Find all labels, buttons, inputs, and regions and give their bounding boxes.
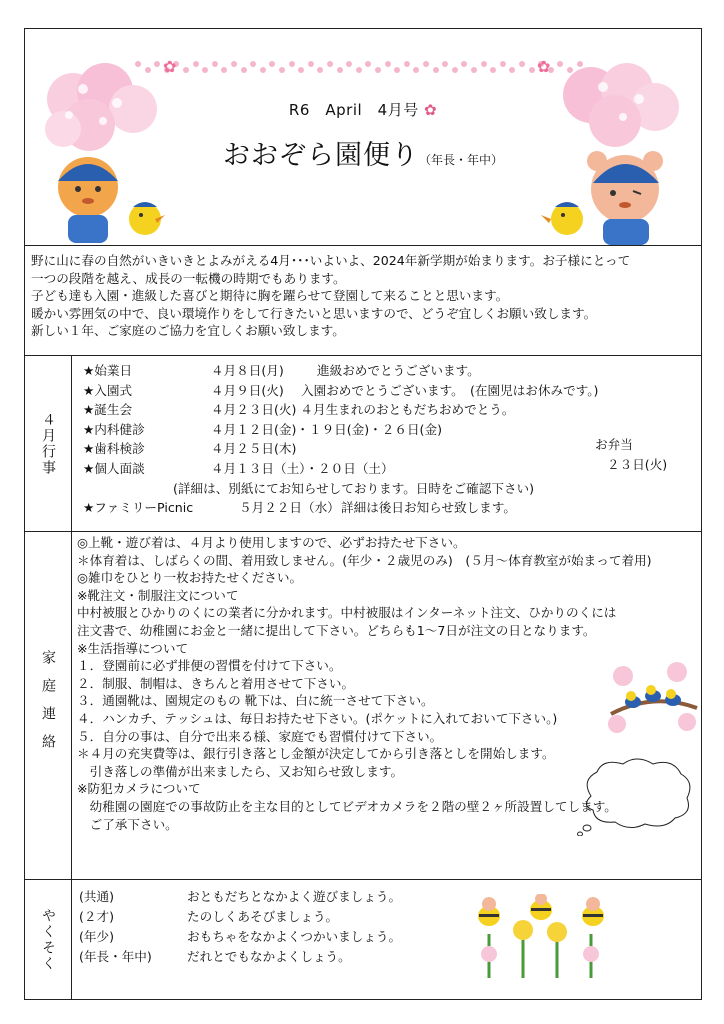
border-dot	[481, 61, 487, 67]
border-dot	[365, 61, 371, 67]
promise-group: (２才)	[79, 909, 115, 924]
border-dot	[461, 61, 467, 67]
home-contact-line: ※靴注文・制服注文について	[77, 587, 239, 603]
border-dot	[423, 61, 429, 67]
promise-text: たのしくあそびましょう。	[187, 909, 339, 924]
event-date: ４月２３日(火) ４月生まれのおともだちおめでとう。	[211, 402, 515, 418]
border-dot	[509, 67, 515, 73]
event-date: ４月８日(月)	[211, 363, 284, 378]
event-date: ４月９日(火)	[211, 382, 284, 398]
event-name: ★個人面談	[83, 461, 145, 476]
event-date: ４月１３日（土）・２０日（土）	[211, 461, 394, 476]
intro-line: 子ども達も入園・進級した喜びと期待に胸を躍らせて登園して来ることと思います。	[31, 288, 509, 304]
home-contact-line: ＊４月の充実費等は、銀行引き落とし金額が決定してから引き落としを開始します。	[77, 746, 555, 762]
intro-line: 新しい１年、ご家庭のご協力を宜しくお願い致します。	[31, 323, 345, 339]
events-label: ４月行事	[40, 411, 56, 476]
event-name: ★入園式	[83, 382, 133, 398]
picnic-name: ★ファミリーPicnic	[83, 500, 194, 516]
border-dot	[260, 67, 266, 73]
border-dot	[327, 61, 333, 67]
promise-text: おもちゃをなかよくつかいましょう。	[187, 929, 402, 944]
home-contact-line: 中村被服とひかりのくにの業者に分かれます。中村被服はインターネット注文、ひかりのくには	[77, 605, 617, 621]
border-dot	[346, 61, 352, 67]
home-contact-line: １．登園前に必ず排便の習慣を付けて下さい。	[77, 658, 342, 674]
event-name: ★誕生会	[83, 402, 133, 418]
title-text: おおぞら園便り	[222, 140, 419, 171]
border-dot	[193, 61, 199, 67]
title-subtitle: （年長・年中）	[418, 153, 503, 167]
border-dot	[183, 67, 189, 73]
border-dot	[394, 67, 400, 73]
event-note: 進級おめでとうございます。	[317, 363, 480, 378]
home-contact-line: ※生活指導について	[77, 640, 189, 656]
home-contact-line: ＊体育着は、しばらくの間、着用致しません。(年少・２歳児のみ) (５月～体育教室が始まって着用)	[77, 552, 652, 568]
dotted-border	[135, 61, 591, 75]
home-contact-line: ◎上靴・遊び着は、４月より使用しますので、必ずお持たせ下さい。	[77, 535, 466, 550]
home-contact-line: 幼稚園の園庭での事故防止を主な目的としてビデオカメラを２階の壁２ヶ所設置してします。	[77, 798, 617, 814]
picnic-date: ５月２２日（水）	[239, 500, 340, 516]
birds-on-branch-illustration	[607, 662, 699, 744]
border-dot	[308, 61, 314, 67]
border-dot	[241, 67, 247, 73]
intro-line: 一つの段階を越え、成長の一転機の時期でもあります。	[31, 270, 346, 286]
border-dot	[452, 67, 458, 73]
border-dot	[404, 61, 410, 67]
border-dot	[442, 61, 448, 67]
border-dot	[500, 61, 506, 67]
header	[25, 29, 701, 249]
intro-line: 暖かい雰囲気の中で、良い環境作りをして行きたいと思いますので、どうぞ宜しくお願い致します。	[31, 305, 597, 321]
border-dot	[433, 67, 439, 73]
border-dot	[375, 67, 381, 73]
newsletter-sheet	[24, 28, 702, 1000]
border-dot	[298, 67, 304, 73]
intro-section	[25, 245, 701, 355]
home-contact-line: 引き落しの準備が出来ましたら、又お知らせ致します。	[77, 763, 404, 779]
home-contact-line: ご了承下さい。	[77, 816, 178, 832]
home-label: 家庭連絡	[40, 649, 56, 762]
page-title	[25, 133, 701, 172]
event-name: ★歯科検診	[83, 441, 145, 457]
border-dot	[212, 61, 218, 67]
border-dot	[289, 61, 295, 67]
event-date: ４月２５日(木)	[211, 441, 297, 457]
border-dot	[356, 67, 362, 73]
home-contact-text	[77, 534, 695, 833]
promise-label: やくそく	[40, 907, 56, 972]
promise-label-cell	[25, 880, 72, 999]
home-contact-line: ３．通園靴は、園規定のもの 靴下は、白に統一させて下さい。	[77, 693, 434, 709]
events-label-cell	[25, 356, 72, 531]
promise-text: だれとでもなかよくしょう。	[187, 949, 351, 964]
border-dot	[471, 67, 477, 73]
border-dot	[519, 61, 525, 67]
flower-icon: ✿	[163, 57, 177, 76]
border-dot	[231, 61, 237, 67]
promise-group: (共通)	[79, 889, 115, 904]
border-dot	[279, 67, 285, 73]
border-dot	[221, 67, 227, 73]
home-contact-section	[25, 531, 701, 879]
border-dot	[317, 67, 323, 73]
home-contact-line: ２．制服、制帽は、きちんと着用させて下さい。	[77, 675, 355, 691]
flower-icon: ✿	[537, 57, 551, 76]
event-note: 入園おめでとうございます。 (在園児はお休みです。)	[301, 382, 599, 398]
bento-label: お弁当	[595, 437, 633, 452]
bento-date: ２３日(火)	[607, 457, 668, 472]
border-dot	[490, 67, 496, 73]
home-contact-line: ５．自分の事は、自分で出来る様、家庭でも習慣付けて下さい。	[77, 728, 443, 744]
picnic-note: 詳細は後日お知らせ致します。	[341, 500, 516, 516]
bees-and-flowers-illustration	[465, 894, 625, 980]
home-label-cell	[25, 532, 72, 879]
border-dot	[385, 61, 391, 67]
border-dot	[337, 67, 343, 73]
promise-text: おともだちとなかよく遊びましょう。	[187, 889, 402, 904]
border-dot	[250, 61, 256, 67]
intro-line: 野に山に春の自然がいきいきとよみがえる4月･･･いよいよ、2024年新学期が始まります。お子様にとって	[31, 253, 631, 268]
event-date: ４月１２日(金)・１９日(金)・２６日(金)	[211, 421, 442, 437]
home-contact-line: ※防犯カメラについて	[77, 781, 201, 797]
home-contact-line: ４．ハンカチ、テッシュは、毎日お持たせ下さい。(ポケットに入れておいて下さい。)	[77, 710, 558, 726]
events-section	[25, 355, 701, 531]
event-name: ★始業日	[83, 363, 133, 378]
border-dot	[202, 67, 208, 73]
promise-group: (年少)	[79, 929, 115, 944]
border-dot	[269, 61, 275, 67]
issue-text: R6 April 4月号	[288, 101, 419, 119]
home-contact-line: 注文書で、幼稚園にお金と一緒に提出して下さい。どちらも1～7日が注文の日となります。	[77, 622, 596, 638]
issue-line	[25, 99, 701, 120]
border-dot	[413, 67, 419, 73]
promise-section	[25, 879, 701, 999]
event-name: ★内科健診	[83, 421, 145, 437]
intro-text	[31, 252, 695, 340]
home-contact-line: ◎雑巾をひとり一枚お持たせください。	[77, 570, 303, 586]
flower-icon: ✿	[418, 101, 438, 119]
event-detail-note: (詳細は、別紙にてお知らせしております。日時をご確認下さい)	[173, 480, 535, 496]
promise-group: (年長・年中)	[79, 949, 152, 964]
